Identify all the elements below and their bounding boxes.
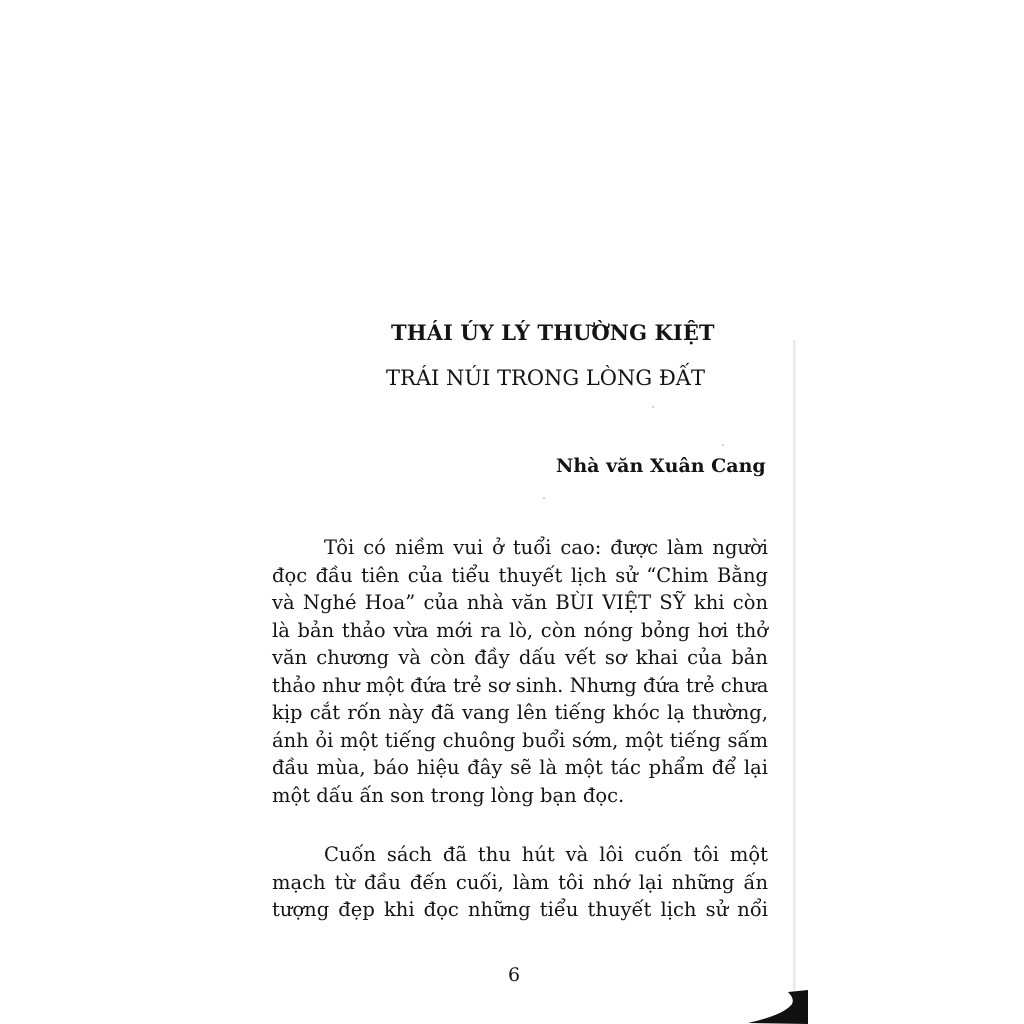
paper-speck <box>722 444 724 446</box>
text-line: kịp cắt rốn này đã vang lên tiếng khóc lạ thường, <box>272 701 768 724</box>
text-line: là bản thảo vừa mới ra lò, còn nóng bỏng hơi thở <box>272 618 768 642</box>
text-line: thảo như một đứa trẻ sơ sinh. Nhưng đứa trẻ chưa <box>272 673 769 697</box>
paper-speck <box>652 406 654 408</box>
paragraph-1 <box>272 534 768 809</box>
text-line: Tôi có niềm vui ở tuổi cao: được làm người <box>324 536 768 559</box>
text-line: Cuốn sách đã thu hút và lôi cuốn tôi một <box>324 843 768 866</box>
page-number: 6 <box>508 964 521 986</box>
page-edge-shadow <box>793 340 796 990</box>
text-line: văn chương và còn đầy dấu vết sơ khai của bản <box>272 646 768 669</box>
page-curl-shadow <box>748 990 808 1024</box>
chapter-subtitle: TRÁI NÚI TRONG LÒNG ĐẤT <box>386 366 705 390</box>
paragraph-2 <box>272 841 768 924</box>
text-line: đầu mùa, báo hiệu đây sẽ là một tác phẩm để lại <box>272 756 768 779</box>
text-line: và Nghé Hoa” của nhà văn BÙI VIỆT SỸ khi còn <box>272 591 768 614</box>
paper-speck <box>543 497 545 499</box>
chapter-title: THÁI ÚY LÝ THƯỜNG KIỆT <box>391 320 715 345</box>
text-line: mạch từ đầu đến cuối, làm tôi nhớ lại những ấn <box>272 870 768 894</box>
text-line: tượng đẹp khi đọc những tiểu thuyết lịch sử nổi <box>272 898 768 921</box>
text-line: đọc đầu tiên của tiểu thuyết lịch sử “Chim Bằng <box>272 563 768 587</box>
text-line: một dấu ấn son trong lòng bạn đọc. <box>272 783 625 807</box>
text-line: ánh ỏi một tiếng chuông buổi sớm, một tiếng sấm <box>272 728 768 752</box>
author-name: Nhà văn Xuân Cang <box>556 455 766 477</box>
